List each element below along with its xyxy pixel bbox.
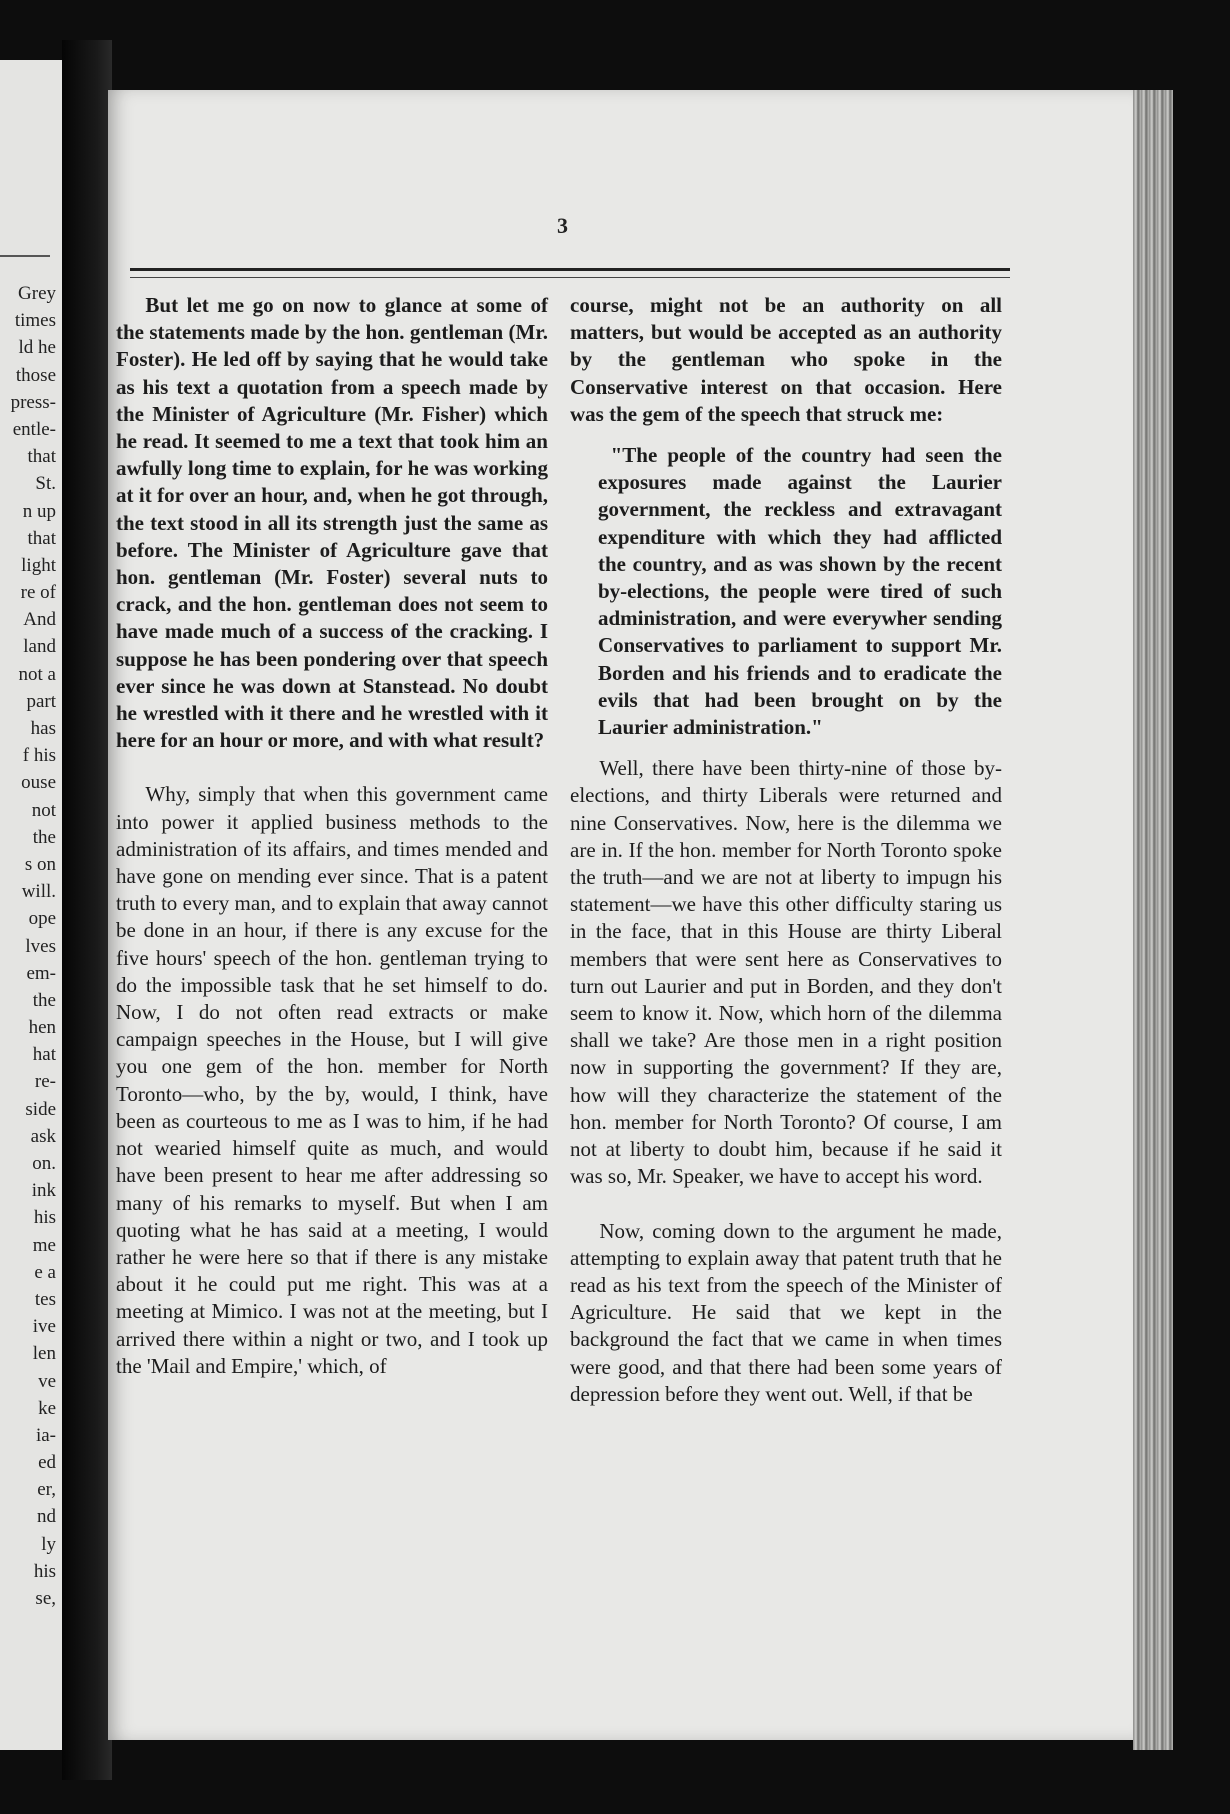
facing-page-line: the [32,989,56,1011]
book-gutter [62,40,112,1780]
facing-page-line: his [33,1560,56,1582]
facing-page-line: side [25,1098,56,1120]
facing-page-line: will. [21,881,56,903]
facing-page-line: ive [32,1316,56,1338]
facing-page-rule [0,255,50,257]
facing-page-line: St. [35,473,56,495]
facing-page-line: se, [35,1588,56,1609]
facing-page-line: those [15,364,56,386]
facing-page-line: er, [37,1479,56,1501]
paragraph: Well, there have been thirty-nine of those by-elections, and thirty Liberals were returned and nine Conservatives. Now, here is the dilemma we are in. If the hon. member for North Toronto spoke the truth—and we are not at liberty to impugn his statement—we have this other difficulty staring us in the face, that in this House are thirty Liberal members that were sent here as Conservatives to turn out Laurier and put in Borden, and they don't seem to know it. Now, which horn of the dilemma shall we take? Are those men in a right position now in supporting the government? If they are, how will they characterize the statement of the hon. member for North Toronto? Of course, I am not at liberty to doubt him, because if he said it was so, Mr. Speaker, we have to accept his word. [570,756,1002,1189]
facing-page-line: len [32,1343,56,1365]
facing-page-line: ia- [35,1424,56,1446]
facing-page-line: tes [34,1288,56,1310]
facing-page-line: ke [38,1397,56,1419]
facing-page-line: ld he [18,337,56,359]
facing-page-line: ask [30,1125,56,1147]
facing-page-line: times [14,310,56,332]
facing-page-text [0,280,56,1612]
right-column [570,292,1002,1435]
facing-page-line: re- [34,1071,56,1093]
facing-page-line: ink [31,1180,56,1202]
facing-page-line: hen [28,1017,56,1039]
header-rule [130,268,1010,278]
facing-page-line: ope [28,908,56,930]
facing-page-line: not a [18,663,56,685]
facing-page-line: n up [22,500,56,522]
page-number: 3 [557,213,568,238]
facing-page-line: ly [41,1533,56,1555]
paragraph: Now, coming down to the argument he made, attempting to explain away that patent truth that he read as his text from the speech of the Minister of Agriculture. He said that we kept in the background the fact that we came in when times were good, and that there had been some years of depression before they went out. Well, if that be [570,1218,1002,1406]
facing-page-line: the [32,826,56,848]
facing-page-line: e a [34,1261,56,1283]
facing-page-line: em- [26,962,56,984]
facing-page-line: s on [24,853,56,875]
facing-page-line: has [30,718,56,739]
page-edge-stack [1133,90,1173,1750]
facing-page-line: And [23,609,56,631]
facing-page-line: hat [32,1044,56,1066]
facing-page-line: press- [10,391,56,413]
facing-page-line: me [32,1234,56,1256]
facing-page-line: land [23,636,56,658]
paragraph: Why, simply that when this government came into power it applied business methods to the administration of its affairs, and times mended and have gone on mending ever since. That is a patent truth to every man, and to explain that away cannot be done in an hour, if there is any excuse for the five hours' speech of the hon. gentleman trying to do the impossible task that he set himself to do. Now, I do not often read extracts or make campaign speeches in the House, but I will give you one gem of the hon. member for North Toronto—who, by the by, would, I think, have been as courteous to me as I was to him, if he had not wearied himself quite as much, and would have been present to hear me after addressing so many of his remarks to myself. But when I am quoting what he has said at a meeting, I would rather he were here so that if there is any mistake about it he could put me right. This was at a meeting at Mimico. I was not at the meeting, but I arrived there within a night or two, and I took up the 'Mail and Empire,' which, of [116,782,548,1378]
facing-page-line: ouse [21,772,56,794]
facing-page-line: part [26,690,56,712]
facing-page-line: his [33,1207,56,1229]
facing-page-line: on. [32,1153,56,1174]
facing-page-line: ed [38,1452,56,1474]
facing-page-fragment [0,60,62,1750]
facing-page-line: that [27,446,56,468]
facing-page-line: lves [25,935,56,957]
facing-page-line: not [31,799,56,821]
facing-page-line: that [27,527,56,549]
left-column [116,292,548,1407]
paragraph: But let me go on now to glance at some of the statements made by the hon. gentleman (Mr. Foster). He led off by saying that he would take as his text a quotation from a speech made by the Minister of Agriculture (Mr. Fisher) which he read. It seemed to me a text that took him an awfully long time to explain, for he was working at it for over an hour, and, when he got through, the text stood in all its strength just the same as before. The Minister of Agriculture gave that hon. gentleman (Mr. Foster) several nuts to crack, and the hon. gentleman does not seem to have made much of a success of the cracking. I suppose he has been pondering over that speech ever since he was down at Stanstead. No doubt he wrestled with it there and he wrestled with it here for an hour or more, and with what result? [116,293,548,753]
facing-page-line: light [21,554,56,576]
facing-page-line: ve [38,1370,56,1392]
paragraph: course, might not be an authority on all matters, but would be accepted as an authority by the gentleman who spoke in the Conservative interest on that occasion. Here was the gem of the speech that struck me: [570,293,1002,426]
facing-page-line: entle- [12,418,56,440]
facing-page-line: f his [22,745,56,767]
facing-page-line: nd [37,1506,56,1528]
block-quote: "The people of the country had seen the exposures made against the Laurier government, the reckless and extravagant expenditure with which they had afflicted the country, and as was shown by the recent by-elections, the people were tired of such administration, and were everywher sending Conservatives to parliament to support Mr. Borden and his friends and to eradicate the evils that had been brought on by the Laurier administration." [598,443,1002,740]
facing-page-line: re of [20,582,56,604]
facing-page-line: Grey [18,283,56,304]
